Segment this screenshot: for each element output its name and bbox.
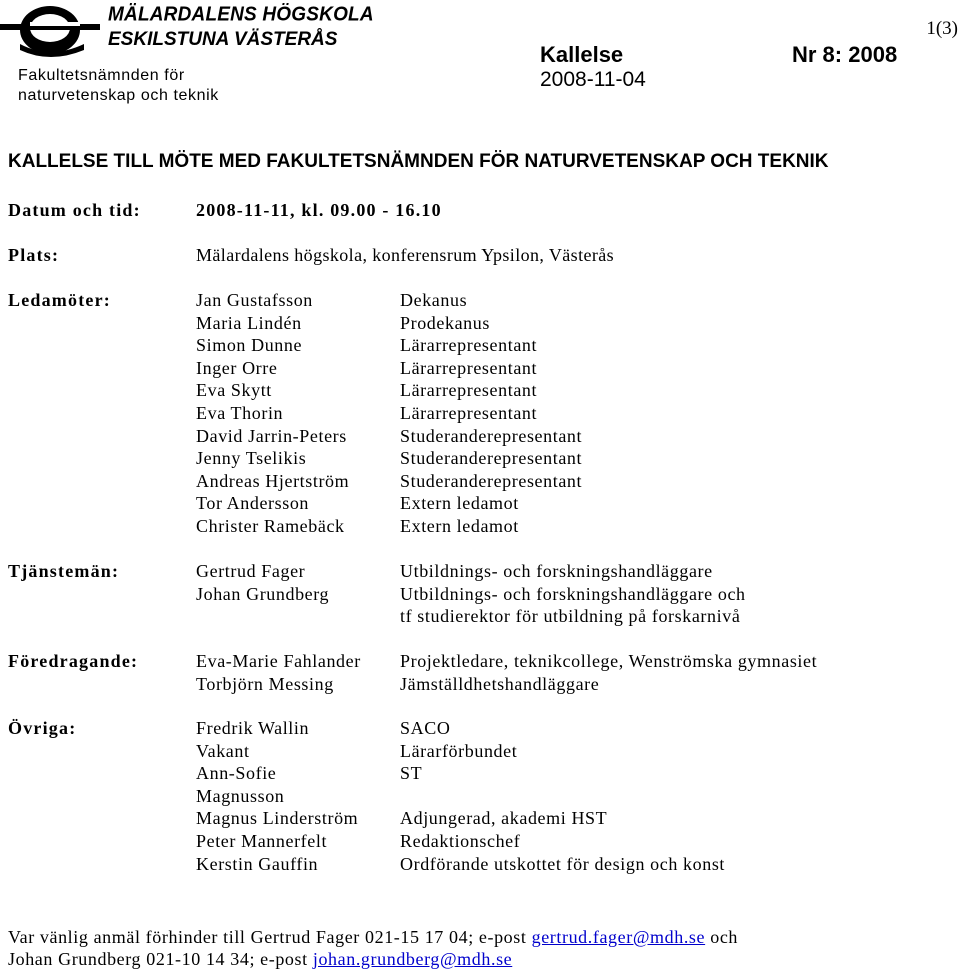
member-role: Ordförande utskottet för design och konst — [400, 853, 726, 874]
member-role: SACO — [400, 718, 451, 738]
member-role: Adjungerad, akademi HST — [400, 808, 608, 829]
page-number: 1(3) — [926, 18, 958, 39]
tjansteman-label: Tjänstemän: — [8, 561, 120, 581]
ledamoter-label: Ledamöter: — [8, 290, 111, 310]
faculty-line-2: naturvetenskap och teknik — [18, 87, 219, 104]
member-role: Jämställdhetshandläggare — [400, 673, 600, 694]
member-role: Prodekanus — [400, 312, 490, 333]
member-name: Tor Andersson — [196, 493, 310, 514]
footer-line-1 — [8, 926, 738, 948]
member-name: David Jarrin-Peters — [196, 425, 347, 446]
member-name: Jenny Tselikis — [196, 448, 307, 469]
member-role: Lärarförbundet — [400, 740, 518, 761]
plats-label: Plats: — [8, 245, 60, 265]
member-role: Studeranderepresentant — [400, 470, 583, 491]
member-role: Lärarrepresentant — [400, 335, 538, 356]
member-name: Kerstin Gauffin — [196, 853, 319, 874]
member-role: ST — [400, 763, 423, 784]
datum-value: 2008-11-11, kl. 09.00 - 16.10 — [196, 200, 442, 220]
member-name: Torbjörn Messing — [196, 673, 334, 694]
footer-line-1-after: och — [705, 927, 739, 947]
member-role: Extern ledamot — [400, 515, 519, 536]
member-role: Extern ledamot — [400, 493, 519, 514]
member-name: Inger Orre — [196, 357, 278, 378]
footer-line-2 — [8, 948, 738, 970]
ovriga-label: Övriga: — [8, 718, 77, 738]
member-role: Utbildnings- och forskningshandläggare — [400, 561, 713, 581]
member-name: Johan Grundberg — [196, 583, 330, 604]
document-number: Nr 8: 2008 — [792, 42, 898, 67]
member-name: Simon Dunne — [196, 335, 303, 356]
document-title: Kallelse — [540, 42, 624, 67]
member-name: Eva Skytt — [196, 380, 272, 401]
member-role: Studeranderepresentant — [400, 425, 583, 446]
member-role: Projektledare, teknikcollege, Wenströmska gymnasiet — [400, 651, 818, 671]
member-name: Gertrud Fager — [196, 561, 306, 581]
plats-value: Mälardalens högskola, konferensrum Ypsilon, Västerås — [196, 245, 615, 265]
footer-line-2-text: Johan Grundberg 021-10 14 34; e-post — [8, 949, 313, 969]
member-name: Christer Ramebäck — [196, 515, 345, 536]
foredragande-label: Föredragande: — [8, 651, 139, 671]
university-emblem-icon — [0, 0, 110, 62]
member-role: tf studierektor för utbildning på forskarnivå — [400, 606, 741, 627]
faculty-line-1: Fakultetsnämnden för — [18, 67, 185, 84]
email-link-johan[interactable]: johan.grundberg@mdh.se — [312, 949, 513, 969]
page-title: KALLELSE TILL MÖTE MED FAKULTETSNÄMNDEN FÖR NATURVETENSKAP OCH TEKNIK — [8, 151, 829, 172]
footer-note — [8, 926, 738, 970]
member-name: Jan Gustafsson — [196, 290, 313, 310]
member-name: Fredrik Wallin — [196, 718, 310, 738]
member-role: Lärarrepresentant — [400, 357, 538, 378]
member-role: Studeranderepresentant — [400, 448, 583, 469]
member-name: Maria Lindén — [196, 312, 302, 333]
member-name: Andreas Hjertström — [196, 470, 350, 491]
member-role: Utbildnings- och forskningshandläggare och — [400, 583, 746, 604]
member-name: Eva Thorin — [196, 402, 284, 423]
member-role: Redaktionschef — [400, 830, 521, 851]
member-name: Peter Mannerfelt — [196, 830, 328, 851]
logo-line-1: MÄLARDALENS HÖGSKOLA — [108, 3, 374, 26]
member-name: Vakant — [196, 740, 250, 761]
member-name: Ann-Sofie — [196, 763, 277, 784]
member-name: Magnus Linderström — [196, 808, 359, 829]
footer-line-1-text: Var vänlig anmäl förhinder till Gertrud Fager 021-15 17 04; e-post — [8, 927, 532, 947]
faculty-name — [18, 66, 219, 106]
member-role: Lärarrepresentant — [400, 402, 538, 423]
member-name: Eva-Marie Fahlander — [196, 651, 361, 671]
member-role: Dekanus — [400, 290, 468, 310]
member-name: Magnusson — [196, 785, 285, 806]
logo-line-2: ESKILSTUNA VÄSTERÅS — [108, 29, 338, 50]
datum-label: Datum och tid: — [8, 200, 141, 220]
document-date: 2008-11-04 — [540, 68, 646, 91]
email-link-gertrud[interactable]: gertrud.fager@mdh.se — [531, 927, 706, 947]
member-role: Lärarrepresentant — [400, 380, 538, 401]
university-logo — [0, 0, 374, 62]
